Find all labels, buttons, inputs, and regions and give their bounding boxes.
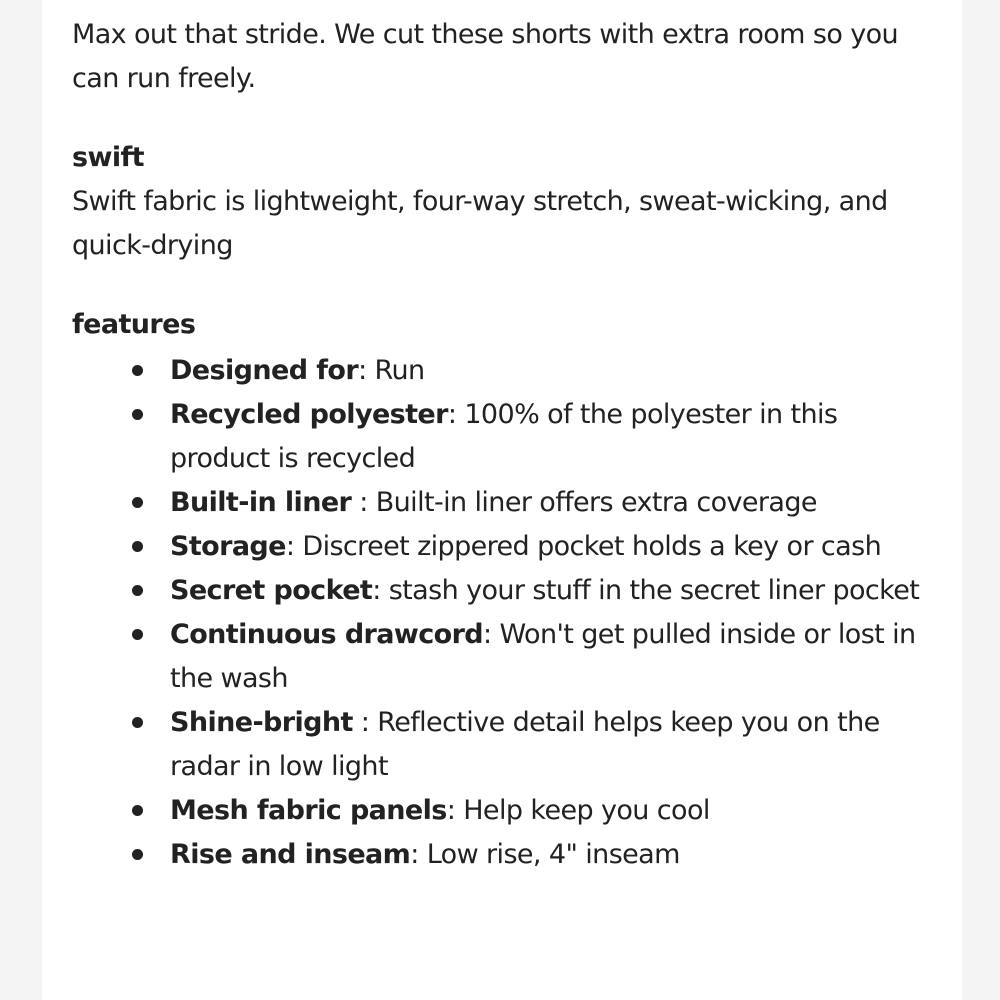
feature-item-mesh-fabric-panels [170, 789, 930, 833]
feature-separator: : [372, 575, 389, 606]
feature-item-rise-and-inseam [170, 833, 930, 877]
feature-item-designed-for [170, 349, 930, 393]
feature-name: Mesh fabric panels [170, 795, 447, 826]
feature-separator: : [446, 795, 464, 826]
feature-text: Won't get pulled inside or lost in the wash [170, 619, 916, 694]
feature-name: Built-in liner [170, 487, 352, 518]
bullet-icon [132, 717, 143, 728]
feature-separator: : [410, 839, 427, 870]
feature-separator: : [447, 399, 465, 430]
feature-list [72, 349, 930, 877]
bullet-icon [132, 541, 143, 552]
product-description [42, 0, 962, 1000]
feature-separator: : [351, 487, 376, 518]
feature-name: Secret pocket [170, 575, 373, 606]
bullet-icon [132, 805, 143, 816]
feature-item-secret-pocket [170, 569, 930, 613]
intro-text: Max out that stride. We cut these shorts with extra room so you can run freely. [72, 19, 899, 94]
swift-heading: swift [72, 142, 144, 173]
feature-separator: : [483, 619, 500, 650]
feature-text: Low rise, 4" inseam [426, 839, 680, 870]
feature-item-continuous-drawcord [170, 613, 930, 701]
bullet-icon [132, 409, 143, 420]
feature-name: Recycled polyester [170, 399, 448, 430]
swift-description: Swift fabric is lightweight, four-way stretch, sweat-wicking, and quick-drying [72, 186, 888, 261]
feature-name: Shine-bright [170, 707, 353, 738]
bullet-icon [132, 849, 143, 860]
feature-item-built-in-liner [170, 481, 930, 525]
feature-name: Designed for [170, 355, 359, 386]
feature-text: Run [374, 355, 425, 386]
feature-text: stash your stuff in the secret liner pocket [388, 575, 920, 606]
feature-text: Built-in liner offers extra coverage [375, 487, 817, 518]
feature-item-shine-bright [170, 701, 930, 789]
bullet-icon [132, 497, 143, 508]
feature-item-recycled-polyester [170, 393, 930, 481]
feature-name: Continuous drawcord [170, 619, 484, 650]
bullet-icon [132, 629, 143, 640]
feature-name: Rise and inseam [170, 839, 411, 870]
feature-text: 100% of the polyester in this product is recycled [170, 399, 838, 474]
feature-name: Storage [170, 531, 286, 562]
feature-text: Help keep you cool [463, 795, 710, 826]
feature-text: Reflective detail helps keep you on the radar in low light [170, 707, 880, 782]
feature-separator: : [352, 707, 378, 738]
feature-separator: : [285, 531, 303, 562]
features-heading: features [72, 309, 196, 340]
feature-item-storage [170, 525, 930, 569]
bullet-icon [132, 365, 143, 376]
feature-text: Discreet zippered pocket holds a key or cash [302, 531, 882, 562]
feature-separator: : [358, 355, 375, 386]
bullet-icon [132, 585, 143, 596]
